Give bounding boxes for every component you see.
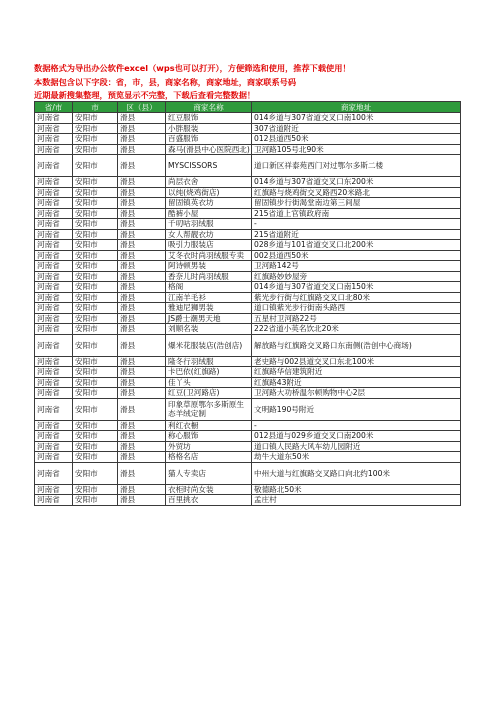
cell-county: 滑县 xyxy=(118,198,166,209)
cell-province: 河南省 xyxy=(35,441,73,452)
cell-province: 河南省 xyxy=(35,367,73,378)
cell-city: 安阳市 xyxy=(73,198,118,209)
cell-city: 安阳市 xyxy=(73,441,118,452)
cell-city: 安阳市 xyxy=(73,240,118,251)
cell-city: 安阳市 xyxy=(73,219,118,230)
cell-city: 安阳市 xyxy=(73,177,118,188)
cell-city: 安阳市 xyxy=(73,155,118,177)
cell-merchant-name: 留固镇英衣坊 xyxy=(166,198,252,209)
cell-province: 河南省 xyxy=(35,282,73,293)
cell-province: 河南省 xyxy=(35,292,73,303)
cell-county: 滑县 xyxy=(118,356,166,367)
cell-merchant-address: - xyxy=(252,219,461,230)
cell-merchant-address: 老史路与002县道交叉口东北100米 xyxy=(252,356,461,367)
table-row xyxy=(35,495,461,506)
cell-merchant-address: 222省道小英名饮北20米 xyxy=(252,324,461,335)
cell-county: 滑县 xyxy=(118,495,166,506)
cell-merchant-name: 爆米花服装店(浩创店) xyxy=(166,334,252,356)
cell-county: 滑县 xyxy=(118,431,166,442)
cell-city: 安阳市 xyxy=(73,303,118,314)
cell-province: 河南省 xyxy=(35,219,73,230)
cell-merchant-name: 艾冬衣时尚羽绒服专卖 xyxy=(166,250,252,261)
cell-merchant-name: 百盛服饰 xyxy=(166,134,252,145)
cell-merchant-name: 女人帮靓衣坊 xyxy=(166,229,252,240)
cell-city: 安阳市 xyxy=(73,144,118,155)
cell-county: 滑县 xyxy=(118,420,166,431)
cell-province: 河南省 xyxy=(35,208,73,219)
cell-merchant-address: 215省道附近 xyxy=(252,229,461,240)
cell-province: 河南省 xyxy=(35,452,73,463)
cell-merchant-address: 012县道西50米 xyxy=(252,134,461,145)
cell-merchant-name: 格格名店 xyxy=(166,452,252,463)
table-row xyxy=(35,240,461,251)
cell-merchant-address: 道口镇人民路大风车幼儿园附近 xyxy=(252,441,461,452)
table-row xyxy=(35,177,461,188)
cell-province: 河南省 xyxy=(35,334,73,356)
table-row xyxy=(35,219,461,230)
table-row xyxy=(35,282,461,293)
cell-county: 滑县 xyxy=(118,187,166,198)
cell-province: 河南省 xyxy=(35,240,73,251)
cell-county: 滑县 xyxy=(118,334,166,356)
table-row xyxy=(35,420,461,431)
cell-city: 安阳市 xyxy=(73,282,118,293)
cell-merchant-address: 中州大道与红旗路交叉路口向北约100米 xyxy=(252,462,461,484)
cell-merchant-address: 012县道与029乡道交叉口南200米 xyxy=(252,431,461,442)
cell-city: 安阳市 xyxy=(73,229,118,240)
cell-merchant-address: 红旗路43附近 xyxy=(252,377,461,388)
cell-merchant-name: 红豆服饰 xyxy=(166,113,252,124)
cell-province: 河南省 xyxy=(35,420,73,431)
cell-city: 安阳市 xyxy=(73,495,118,506)
cell-city: 安阳市 xyxy=(73,462,118,484)
table-row xyxy=(35,261,461,272)
cell-county: 滑县 xyxy=(118,134,166,145)
table-row xyxy=(35,144,461,155)
table-row xyxy=(35,187,461,198)
cell-province: 河南省 xyxy=(35,431,73,442)
table-row xyxy=(35,431,461,442)
cell-city: 安阳市 xyxy=(73,271,118,282)
cell-province: 河南省 xyxy=(35,155,73,177)
cell-city: 安阳市 xyxy=(73,134,118,145)
cell-province: 河南省 xyxy=(35,313,73,324)
cell-county: 滑县 xyxy=(118,388,166,399)
cell-county: 滑县 xyxy=(118,398,166,420)
cell-city: 安阳市 xyxy=(73,356,118,367)
cell-city: 安阳市 xyxy=(73,398,118,420)
cell-county: 滑县 xyxy=(118,250,166,261)
cell-merchant-name: 酷裤小屋 xyxy=(166,208,252,219)
table-row xyxy=(35,377,461,388)
cell-merchant-address: 014乡道与307省道交叉口东200米 xyxy=(252,177,461,188)
cell-merchant-name: 称心服饰 xyxy=(166,431,252,442)
cell-merchant-address: 卫河路142号 xyxy=(252,261,461,272)
cell-merchant-name: 小胖服装 xyxy=(166,123,252,134)
cell-county: 滑县 xyxy=(118,303,166,314)
table-body xyxy=(35,113,461,506)
cell-merchant-name: 衣柜时尚女装 xyxy=(166,484,252,495)
cell-merchant-address: 五星村卫河路22号 xyxy=(252,313,461,324)
cell-county: 滑县 xyxy=(118,313,166,324)
table-row xyxy=(35,113,461,124)
merchant-table xyxy=(34,101,461,506)
cell-county: 滑县 xyxy=(118,441,166,452)
table-row xyxy=(35,292,461,303)
notice-line-3: 近期最新搜集整理，预览显示不完整，下载后查看完整数据！ xyxy=(34,90,256,100)
cell-merchant-address: 解放路与红旗路交叉路口东南侧(浩创中心商场) xyxy=(252,334,461,356)
cell-city: 安阳市 xyxy=(73,208,118,219)
cell-city: 安阳市 xyxy=(73,324,118,335)
notice-line-1: 数据格式为导出办公软件excel（wps也可以打开），方便筛选和使用，推荐下载使用！ xyxy=(34,63,351,73)
cell-merchant-name: 卡巴依(红旗路) xyxy=(166,367,252,378)
cell-merchant-name: 格阁 xyxy=(166,282,252,293)
cell-merchant-name: 利红衣橱 xyxy=(166,420,252,431)
cell-county: 滑县 xyxy=(118,219,166,230)
cell-merchant-address: 红旗路妙妙屋旁 xyxy=(252,271,461,282)
table-row xyxy=(35,303,461,314)
cell-city: 安阳市 xyxy=(73,250,118,261)
table-row xyxy=(35,250,461,261)
cell-merchant-name: 吸引力服装店 xyxy=(166,240,252,251)
cell-merchant-name: MYSCISSORS xyxy=(166,155,252,177)
cell-province: 河南省 xyxy=(35,177,73,188)
notice-block xyxy=(34,62,474,103)
cell-county: 滑县 xyxy=(118,144,166,155)
cell-province: 河南省 xyxy=(35,113,73,124)
cell-province: 河南省 xyxy=(35,377,73,388)
cell-province: 河南省 xyxy=(35,462,73,484)
cell-merchant-address: 劫牛大道东50米 xyxy=(252,452,461,463)
cell-merchant-address: 文明路190号附近 xyxy=(252,398,461,420)
cell-merchant-address: - xyxy=(252,420,461,431)
cell-merchant-address: 014乡道与307省道交叉口南100米 xyxy=(252,113,461,124)
header-county: 区（县） xyxy=(118,102,166,113)
cell-merchant-address: 紫光步行街与红旗路交叉口北80米 xyxy=(252,292,461,303)
cell-merchant-name: 红豆(卫河路店) xyxy=(166,388,252,399)
cell-county: 滑县 xyxy=(118,208,166,219)
cell-merchant-address: 028乡道与101省道交叉口北200米 xyxy=(252,240,461,251)
cell-city: 安阳市 xyxy=(73,367,118,378)
cell-province: 河南省 xyxy=(35,271,73,282)
table-row xyxy=(35,155,461,177)
header-merchant-name: 商家名称 xyxy=(166,102,252,113)
cell-province: 河南省 xyxy=(35,303,73,314)
cell-city: 安阳市 xyxy=(73,292,118,303)
table-row xyxy=(35,313,461,324)
cell-province: 河南省 xyxy=(35,495,73,506)
table-row xyxy=(35,367,461,378)
table-row xyxy=(35,198,461,209)
cell-province: 河南省 xyxy=(35,229,73,240)
table-row xyxy=(35,398,461,420)
cell-merchant-name: 隆冬行羽绒服 xyxy=(166,356,252,367)
cell-merchant-name: 刘顺名装 xyxy=(166,324,252,335)
cell-province: 河南省 xyxy=(35,398,73,420)
cell-merchant-address: 卫河路大功桥温尔顿购物中心2层 xyxy=(252,388,461,399)
cell-merchant-address: 道口镇紫光步行街南头路西 xyxy=(252,303,461,314)
cell-merchant-name: 印象草原鄂尔多斯原生态羊绒定制 xyxy=(166,398,252,420)
cell-merchant-name: 外贸坊 xyxy=(166,441,252,452)
cell-merchant-address: 014乡道与307省道交叉口南150米 xyxy=(252,282,461,293)
cell-merchant-name: 森马(滑县中心医院西北) xyxy=(166,144,252,155)
notice-line-2: 本数据包含以下字段：省，市，县，商家名称，商家地址，商家联系号码 xyxy=(34,76,297,87)
cell-county: 滑县 xyxy=(118,271,166,282)
cell-province: 河南省 xyxy=(35,261,73,272)
cell-province: 河南省 xyxy=(35,324,73,335)
table-row xyxy=(35,208,461,219)
cell-merchant-address: 002县道西50米 xyxy=(252,250,461,261)
cell-province: 河南省 xyxy=(35,356,73,367)
table-row xyxy=(35,123,461,134)
cell-county: 滑县 xyxy=(118,324,166,335)
table-row xyxy=(35,484,461,495)
header-merchant-address: 商家地址 xyxy=(252,102,461,113)
cell-province: 河南省 xyxy=(35,250,73,261)
table-row xyxy=(35,356,461,367)
cell-merchant-name: 以纯(烧鸡街店) xyxy=(166,187,252,198)
cell-merchant-name: 百里挑衣 xyxy=(166,495,252,506)
table-header-row xyxy=(35,102,461,113)
table-row xyxy=(35,334,461,356)
cell-city: 安阳市 xyxy=(73,113,118,124)
cell-county: 滑县 xyxy=(118,462,166,484)
cell-province: 河南省 xyxy=(35,484,73,495)
cell-city: 安阳市 xyxy=(73,187,118,198)
cell-merchant-name: 尚层衣舍 xyxy=(166,177,252,188)
cell-city: 安阳市 xyxy=(73,452,118,463)
cell-county: 滑县 xyxy=(118,484,166,495)
cell-merchant-address: 307省道附近 xyxy=(252,123,461,134)
cell-city: 安阳市 xyxy=(73,334,118,356)
cell-county: 滑县 xyxy=(118,240,166,251)
table-row xyxy=(35,462,461,484)
cell-province: 河南省 xyxy=(35,187,73,198)
cell-merchant-address: 卫河路105号北90米 xyxy=(252,144,461,155)
cell-city: 安阳市 xyxy=(73,313,118,324)
table-row xyxy=(35,388,461,399)
cell-province: 河南省 xyxy=(35,144,73,155)
cell-merchant-name: 香奈儿时尚羽绒服 xyxy=(166,271,252,282)
cell-city: 安阳市 xyxy=(73,123,118,134)
cell-county: 滑县 xyxy=(118,282,166,293)
cell-city: 安阳市 xyxy=(73,431,118,442)
cell-city: 安阳市 xyxy=(73,388,118,399)
cell-merchant-name: 千叨咕羽绒服 xyxy=(166,219,252,230)
cell-merchant-address: 215省道上官镇政府南 xyxy=(252,208,461,219)
cell-merchant-name: JS爵士潮男天地 xyxy=(166,313,252,324)
cell-merchant-name: 猫人专卖店 xyxy=(166,462,252,484)
cell-city: 安阳市 xyxy=(73,420,118,431)
cell-city: 安阳市 xyxy=(73,261,118,272)
cell-county: 滑县 xyxy=(118,367,166,378)
cell-county: 滑县 xyxy=(118,292,166,303)
cell-county: 滑县 xyxy=(118,155,166,177)
table-row xyxy=(35,441,461,452)
cell-city: 安阳市 xyxy=(73,377,118,388)
table-row xyxy=(35,452,461,463)
cell-province: 河南省 xyxy=(35,198,73,209)
cell-county: 滑县 xyxy=(118,113,166,124)
cell-county: 滑县 xyxy=(118,123,166,134)
cell-merchant-name: 江南羊毛衫 xyxy=(166,292,252,303)
cell-merchant-address: 孟庄村 xyxy=(252,495,461,506)
cell-county: 滑县 xyxy=(118,177,166,188)
cell-merchant-name: 佳丫头 xyxy=(166,377,252,388)
header-city: 市 xyxy=(73,102,118,113)
cell-merchant-address: 红旗路华信建筑附近 xyxy=(252,367,461,378)
cell-city: 安阳市 xyxy=(73,484,118,495)
cell-county: 滑县 xyxy=(118,261,166,272)
cell-county: 滑县 xyxy=(118,452,166,463)
cell-county: 滑县 xyxy=(118,229,166,240)
cell-county: 滑县 xyxy=(118,377,166,388)
table-row xyxy=(35,229,461,240)
cell-merchant-address: 道口新区祥泰苑西门对过鄂尔多斯二楼 xyxy=(252,155,461,177)
cell-merchant-name: 雅迪尼狮男装 xyxy=(166,303,252,314)
cell-merchant-address: 红旗路与烧鸡街交叉路西20米路北 xyxy=(252,187,461,198)
cell-province: 河南省 xyxy=(35,123,73,134)
table-row xyxy=(35,324,461,335)
cell-province: 河南省 xyxy=(35,134,73,145)
table-row xyxy=(35,271,461,282)
cell-merchant-address: 敬德路北50米 xyxy=(252,484,461,495)
header-province: 省/市 xyxy=(35,102,73,113)
table-row xyxy=(35,134,461,145)
cell-merchant-name: 阿诗顿男装 xyxy=(166,261,252,272)
cell-province: 河南省 xyxy=(35,388,73,399)
cell-merchant-address: 留固镇步行街渴堂南边第三间屋 xyxy=(252,198,461,209)
